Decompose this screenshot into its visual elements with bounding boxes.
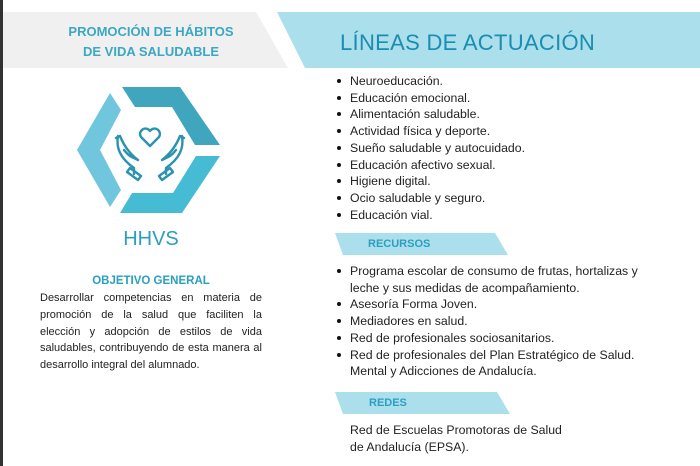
networks-line: de Andalucía (EPSA).: [350, 439, 469, 454]
list-item-line: Programa escolar de consumo de frutas, hortalizas y: [350, 264, 638, 278]
list-item: Alimentación saludable.: [337, 106, 525, 123]
acronym: HHVS: [123, 228, 179, 250]
list-item: [337, 263, 638, 296]
hexagon-logo: [77, 87, 220, 213]
list-item-line: Red de profesionales del Plan Estratégico de Salud.: [350, 347, 635, 362]
list-item: Higiene digital.: [337, 173, 525, 190]
list-item: Mediadores en salud.: [337, 313, 638, 330]
objective-text: Desarrollar competencias en materia de promoción de la salud que faciliten la elección y adopción de estilos de vida saludables, contribuyendo de esta manera al desarrollo integral del alumnado.: [40, 292, 262, 372]
resources-heading: RECURSOS: [368, 238, 431, 250]
list-item: [337, 347, 638, 380]
list-item: Asesoría Forma Joven.: [337, 296, 638, 313]
program-title-line2: DE VIDA SALUDABLE: [82, 44, 220, 59]
networks-text: [350, 422, 562, 456]
networks-heading: REDES: [369, 397, 407, 409]
list-item: Actividad física y deporte.: [337, 123, 525, 140]
program-title: [40, 22, 262, 62]
program-title-line1: PROMOCIÓN DE HÁBITOS: [68, 24, 234, 39]
networks-line: Red de Escuelas Promotoras de Salud: [350, 423, 562, 437]
hands-heart-icon: [116, 129, 184, 180]
list-item-line: Mental y Adicciones de Andalucía.: [350, 364, 537, 379]
networks-band: [335, 392, 510, 414]
list-item: Educación emocional.: [337, 90, 525, 107]
lines-list: [337, 73, 525, 223]
list-item: Educación vial.: [337, 207, 525, 224]
list-item: Ocio saludable y seguro.: [337, 190, 525, 207]
objective-heading: OBJETIVO GENERAL: [92, 275, 210, 287]
list-item: Red de profesionales sociosanitarios.: [337, 330, 638, 347]
list-item: Educación afectivo sexual.: [337, 157, 525, 174]
list-item-line: leche y sus medidas de acompañamiento.: [350, 280, 580, 295]
list-item: Neuroeducación.: [337, 73, 525, 90]
resources-list: [337, 263, 638, 380]
list-item: Sueño saludable y autocuidado.: [337, 140, 525, 157]
lines-title: LÍNEAS DE ACTUACIÓN: [340, 30, 596, 55]
